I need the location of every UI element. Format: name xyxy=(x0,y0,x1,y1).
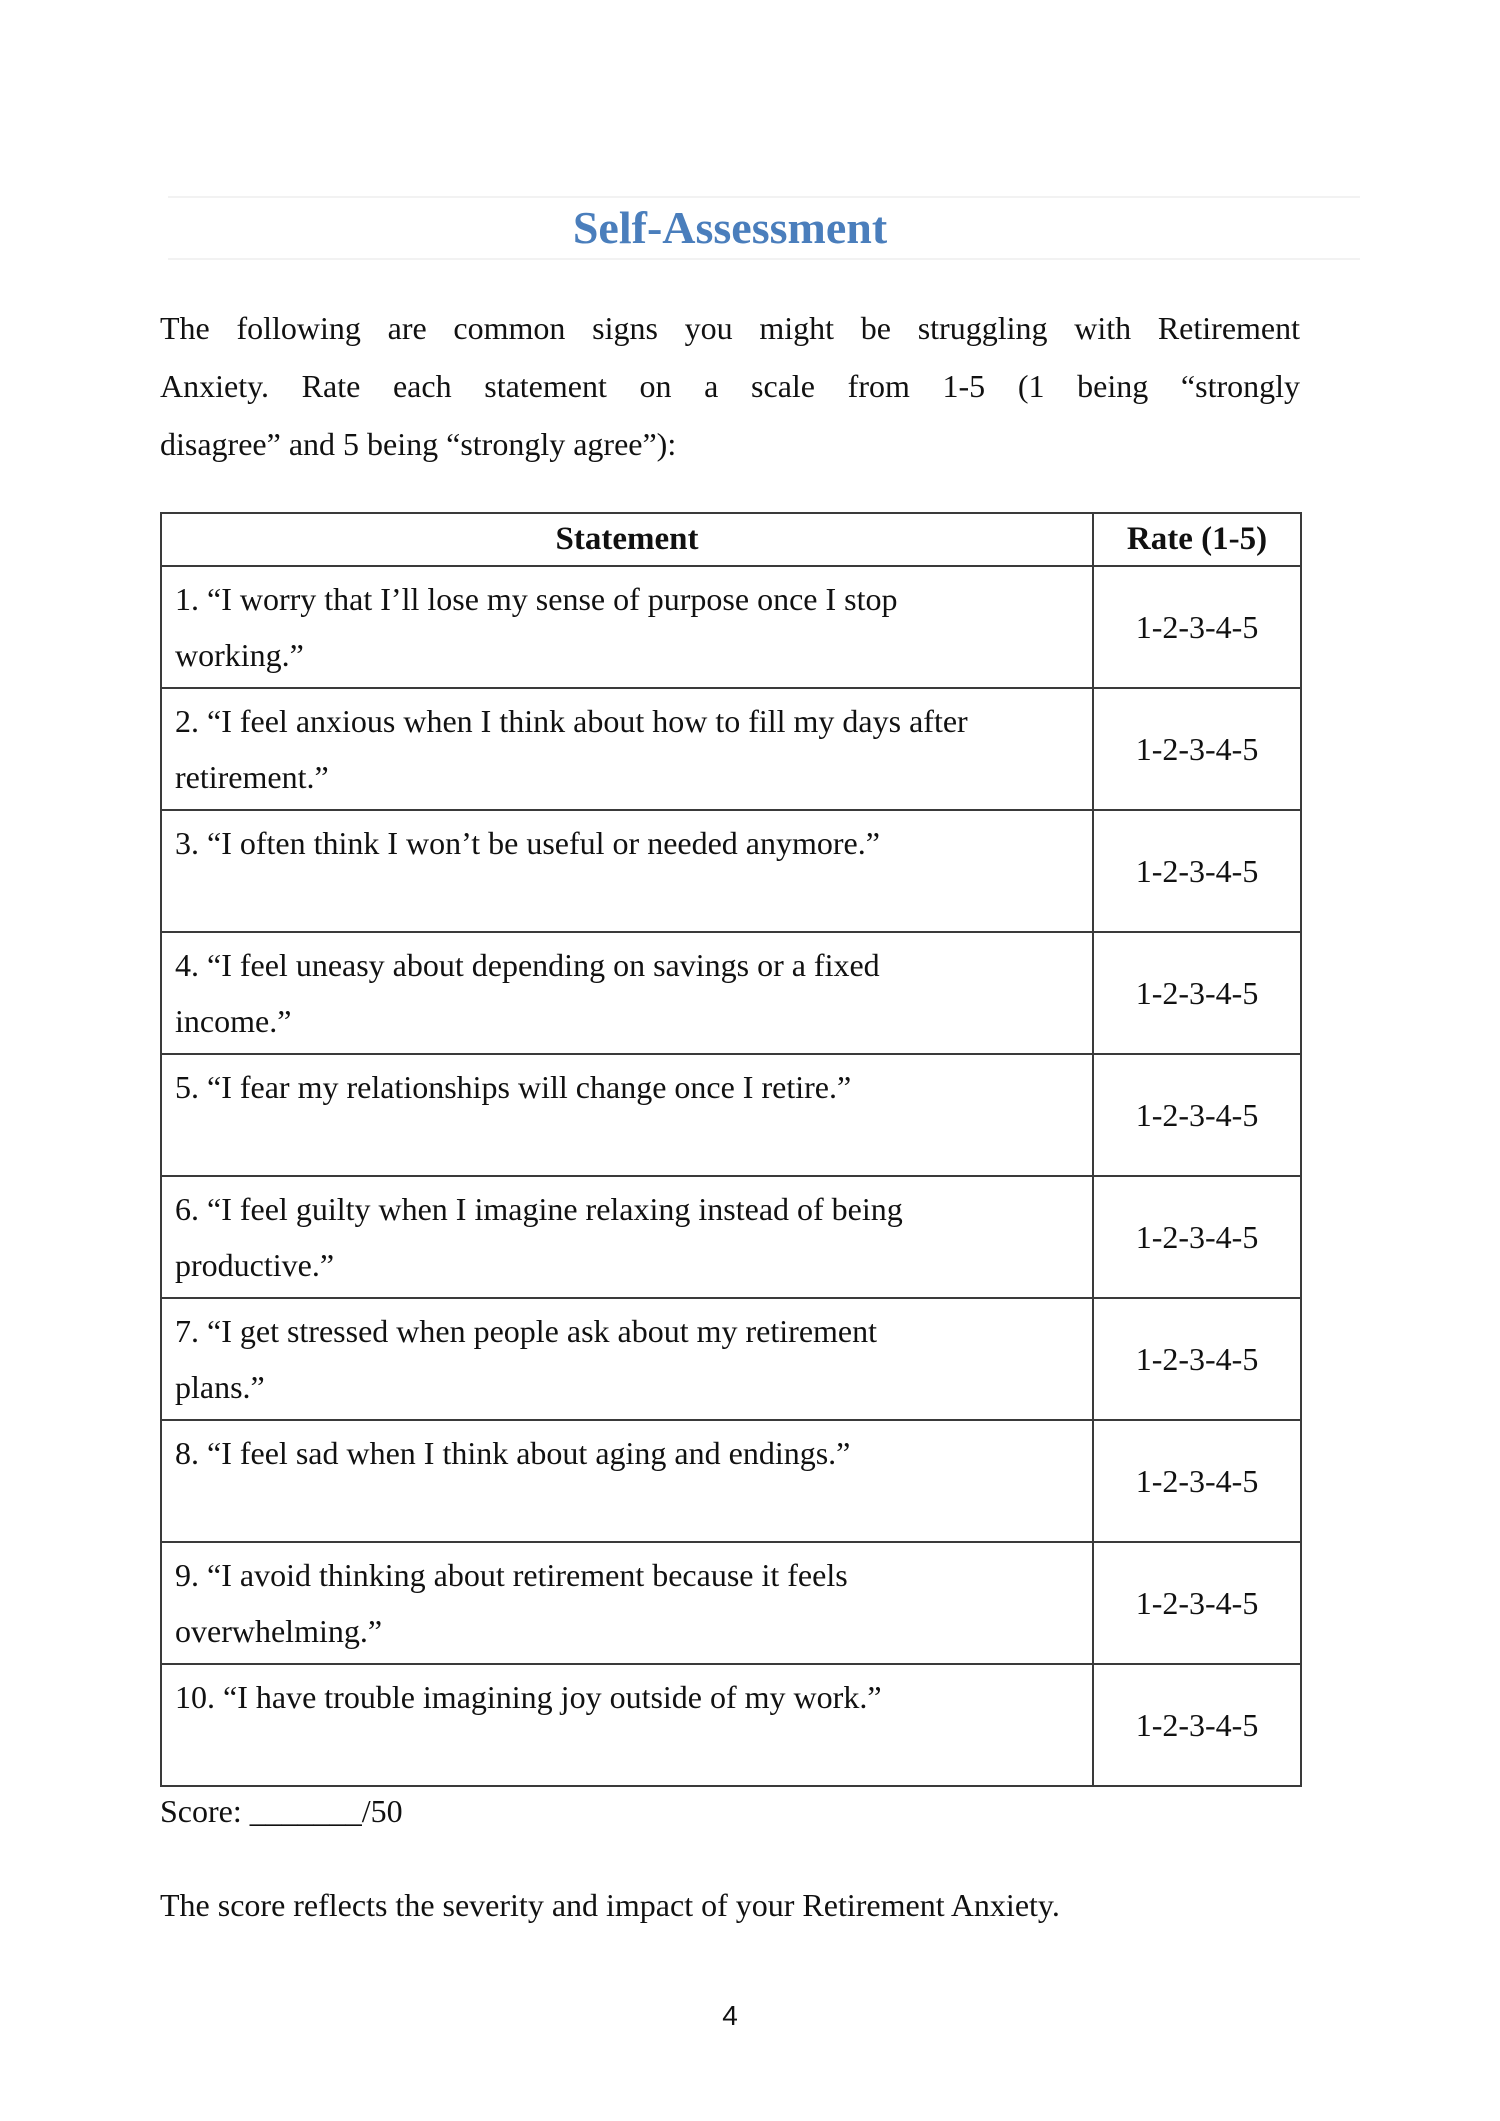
rate-scale: 1-2-3-4-5 xyxy=(1093,1176,1301,1298)
table-header-row xyxy=(161,513,1301,566)
page-number: 4 xyxy=(722,2000,738,2031)
statement-line1: 10. “I have trouble imagining joy outside of my work.” xyxy=(175,1679,882,1715)
statement-line2 xyxy=(175,1481,1082,1537)
statement-line2: overwhelming.” xyxy=(175,1613,383,1649)
statement-cell xyxy=(161,1176,1093,1298)
table-row xyxy=(161,1664,1301,1786)
score-line xyxy=(160,1783,403,1839)
statement-cell xyxy=(161,566,1093,688)
intro-line: Anxiety. Rate each statement on a scale from 1-5 (1 being “strongly xyxy=(160,368,1300,404)
table-row xyxy=(161,1176,1301,1298)
score-note: The score reflects the severity and impact of your Retirement Anxiety. xyxy=(160,1887,1060,1923)
intro-line: The following are common signs you might be struggling with Retirement xyxy=(160,310,1300,346)
statement-cell xyxy=(161,932,1093,1054)
statement-line1: 4. “I feel uneasy about depending on savings or a fixed xyxy=(175,947,880,983)
score-total: /50 xyxy=(361,1793,403,1829)
title-divider-bottom xyxy=(168,258,1360,260)
rate-column-header: Rate (1-5) xyxy=(1093,513,1301,566)
statement-column-header: Statement xyxy=(161,513,1093,566)
statement-cell xyxy=(161,1542,1093,1664)
intro-paragraph xyxy=(160,299,1300,473)
statement-line1: 6. “I feel guilty when I imagine relaxing instead of being xyxy=(175,1191,903,1227)
statement-line2: working.” xyxy=(175,637,304,673)
score-label: Score: xyxy=(160,1793,250,1829)
table-row xyxy=(161,688,1301,810)
rate-scale: 1-2-3-4-5 xyxy=(1093,1542,1301,1664)
rate-scale: 1-2-3-4-5 xyxy=(1093,1054,1301,1176)
statement-line2 xyxy=(175,1725,1082,1781)
statement-cell xyxy=(161,688,1093,810)
intro-line: disagree” and 5 being “strongly agree”): xyxy=(160,426,677,462)
rate-scale: 1-2-3-4-5 xyxy=(1093,810,1301,932)
statement-cell xyxy=(161,1420,1093,1542)
rate-scale: 1-2-3-4-5 xyxy=(1093,1298,1301,1420)
rate-scale: 1-2-3-4-5 xyxy=(1093,566,1301,688)
statement-cell xyxy=(161,1664,1093,1786)
statement-line1: 7. “I get stressed when people ask about my retirement xyxy=(175,1313,877,1349)
table-row xyxy=(161,1542,1301,1664)
score-blank: _______ xyxy=(249,1793,362,1829)
table-row xyxy=(161,810,1301,932)
assessment-table xyxy=(160,512,1302,1787)
statement-cell xyxy=(161,1054,1093,1176)
statement-line2 xyxy=(175,1115,1082,1171)
statement-cell xyxy=(161,810,1093,932)
statement-line2: income.” xyxy=(175,1003,292,1039)
rate-scale: 1-2-3-4-5 xyxy=(1093,1664,1301,1786)
statement-line1: 8. “I feel sad when I think about aging and endings.” xyxy=(175,1435,851,1471)
table-row xyxy=(161,566,1301,688)
title-divider-top xyxy=(168,196,1360,198)
rate-scale: 1-2-3-4-5 xyxy=(1093,688,1301,810)
statement-line2: plans.” xyxy=(175,1369,265,1405)
statement-line2: productive.” xyxy=(175,1247,335,1283)
rate-scale: 1-2-3-4-5 xyxy=(1093,932,1301,1054)
statement-line1: 3. “I often think I won’t be useful or needed anymore.” xyxy=(175,825,880,861)
table-row xyxy=(161,1054,1301,1176)
statement-cell xyxy=(161,1298,1093,1420)
statement-line1: 1. “I worry that I’ll lose my sense of purpose once I stop xyxy=(175,581,898,617)
page-title: Self-Assessment xyxy=(572,202,888,253)
table-row xyxy=(161,1420,1301,1542)
statement-line1: 9. “I avoid thinking about retirement because it feels xyxy=(175,1557,848,1593)
rate-scale: 1-2-3-4-5 xyxy=(1093,1420,1301,1542)
statement-line1: 5. “I fear my relationships will change once I retire.” xyxy=(175,1069,852,1105)
statement-line2: retirement.” xyxy=(175,759,329,795)
statement-line2 xyxy=(175,871,1082,927)
table-row xyxy=(161,932,1301,1054)
table-row xyxy=(161,1298,1301,1420)
statement-line1: 2. “I feel anxious when I think about how to fill my days after xyxy=(175,703,968,739)
